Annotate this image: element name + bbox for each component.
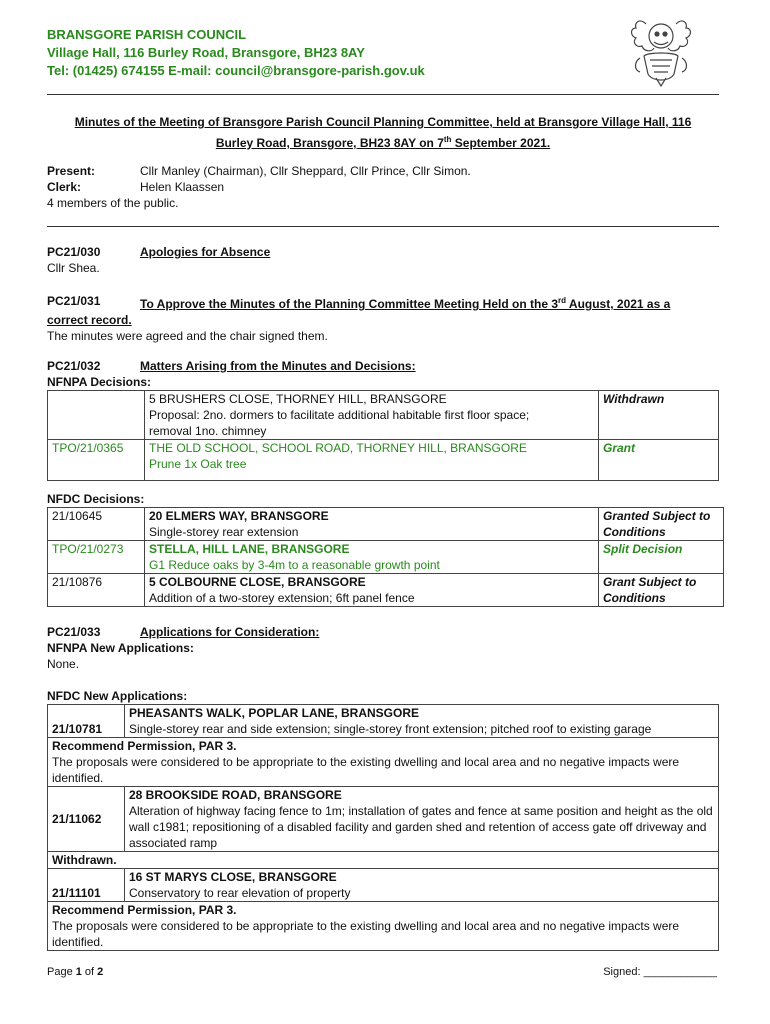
item-body: The minutes were agreed and the chair signed them.	[47, 329, 328, 343]
public-count: 4 members of the public.	[47, 196, 179, 210]
attendance-divider	[47, 226, 719, 227]
nfdc-new-table	[47, 704, 719, 951]
title-line-1: Minutes of the Meeting of Bransgore Parish Council Planning Committee, held at Bransgore Village Hall, 116	[74, 115, 692, 129]
detail: removal 1no. chimney	[149, 424, 267, 438]
decision-cell: Split Decision	[599, 541, 724, 574]
detail-cell	[125, 787, 719, 852]
table-row	[48, 508, 724, 541]
decision-cell: Granted Subject to Conditions	[599, 508, 724, 541]
table-row	[48, 391, 719, 440]
detail: Proposal: 2no. dormers to facilitate additional habitable first floor space;	[149, 408, 530, 422]
clerk-value: Helen Klaassen	[140, 180, 225, 194]
minutes-title	[47, 114, 719, 152]
header-divider	[47, 94, 719, 95]
address: PHEASANTS WALK, POPLAR LANE, BRANSGORE	[129, 706, 420, 720]
council-contact: Tel: (01425) 674155 E-mail: council@bransgore-parish.gov.uk	[47, 63, 425, 78]
nfnpa-decisions-label: NFNPA Decisions:	[47, 375, 152, 389]
council-name: BRANSGORE PARISH COUNCIL	[47, 27, 247, 42]
decision-cell: Withdrawn	[599, 391, 719, 440]
item-pc21-033	[47, 624, 719, 672]
ref-cell: 21/11062	[48, 787, 125, 852]
address: 5 BRUSHERS CLOSE, THORNEY HILL, BRANSGORE	[149, 392, 447, 406]
ref-cell: 21/10876	[48, 574, 145, 607]
item-code: PC21/033	[47, 625, 101, 639]
decision-cell: Grant	[599, 440, 719, 481]
council-address: Village Hall, 116 Burley Road, Bransgore, BH23 8AY	[47, 45, 365, 60]
nfnpa-new-label: NFNPA New Applications:	[47, 641, 194, 655]
signature-line: Signed: ____________	[603, 966, 717, 978]
table-row	[48, 574, 724, 607]
page-number: Page 1 of 2	[47, 966, 104, 978]
ref-cell: 21/10781	[48, 705, 125, 738]
detail: Single-storey rear and side extension; single-storey front extension; pitched roof to existing garage	[129, 722, 652, 736]
title-line-2: Burley Road, Bransgore, BH23 8AY on 7th September 2021.	[215, 135, 551, 150]
address: STELLA, HILL LANE, BRANSGORE	[149, 542, 350, 556]
nfdc-decisions	[47, 491, 719, 607]
detail: G1 Reduce oaks by 3-4m to a reasonable growth point	[149, 558, 440, 572]
address: 20 ELMERS WAY, BRANSGORE	[149, 509, 329, 523]
item-code: PC21/032	[47, 359, 101, 373]
table-row	[48, 738, 719, 787]
table-row	[48, 852, 719, 869]
page-footer	[47, 966, 717, 978]
nfdc-new-label: NFDC New Applications:	[47, 689, 188, 703]
item-pc21-032	[47, 358, 719, 481]
nfnpa-new-body: None.	[47, 657, 80, 671]
detail-cell	[125, 705, 719, 738]
present-value: Cllr Manley (Chairman), Cllr Sheppard, Cllr Prince, Cllr Simon.	[140, 164, 471, 178]
address: 28 BROOKSIDE ROAD, BRANSGORE	[129, 788, 342, 802]
ref-cell: 21/11101	[48, 869, 125, 902]
recommendation-cell: Recommend Permission, PAR 3. The proposals were considered to be appropriate to the existing dwelling and local area and no negative impacts were identified.	[48, 738, 719, 787]
letterhead	[47, 26, 425, 80]
item-code: PC21/031	[47, 294, 101, 308]
nfdc-decisions-label: NFDC Decisions:	[47, 492, 145, 506]
recommendation-cell: Recommend Permission, PAR 3. The proposals were considered to be appropriate to the existing dwelling and local area and no negative impacts were identified.	[48, 902, 719, 951]
nfdc-new-applications	[47, 688, 719, 951]
detail-cell	[145, 440, 599, 481]
recommendation-cell: Withdrawn.	[48, 852, 719, 869]
detail: Addition of a two-storey extension; 6ft panel fence	[149, 591, 415, 605]
address: 16 ST MARYS CLOSE, BRANSGORE	[129, 870, 337, 884]
detail-cell	[145, 391, 599, 440]
clerk-label: Clerk:	[47, 180, 82, 194]
detail-cell	[125, 869, 719, 902]
table-row	[48, 902, 719, 951]
item-pc21-031	[47, 293, 719, 344]
parish-crest-icon	[626, 14, 696, 88]
item-title: Applications for Consideration:	[140, 625, 320, 639]
nfnpa-decisions-table	[47, 390, 719, 481]
detail: Conservatory to rear elevation of property	[129, 886, 351, 900]
detail-cell	[145, 508, 599, 541]
item-title: Apologies for Absence	[140, 245, 271, 259]
item-title: To Approve the Minutes of the Planning Committee Meeting Held on the 3rd August, 2021 as a	[140, 296, 671, 311]
ref-cell: 21/10645	[48, 508, 145, 541]
detail: Alteration of highway facing fence to 1m; installation of gates and fence at same position and height as the old wall c1981; repositioning of a disabled facility and garden shed and retention of access gate off driveway and associated ramp	[129, 804, 713, 850]
address: THE OLD SCHOOL, SCHOOL ROAD, THORNEY HILL, BRANSGORE	[149, 441, 527, 455]
item-pc21-030	[47, 244, 719, 276]
item-body: Cllr Shea.	[47, 261, 100, 275]
ref-cell	[48, 391, 145, 440]
attendance	[47, 163, 719, 211]
table-row	[48, 787, 719, 852]
nfdc-decisions-table	[47, 507, 724, 607]
ref-cell: TPO/21/0273	[48, 541, 145, 574]
detail-cell	[145, 541, 599, 574]
detail: Single-storey rear extension	[149, 525, 299, 539]
detail: Prune 1x Oak tree	[149, 457, 247, 471]
table-row	[48, 869, 719, 902]
table-row	[48, 541, 724, 574]
present-label: Present:	[47, 164, 96, 178]
item-title: Matters Arising from the Minutes and Decisions:	[140, 359, 416, 373]
table-row	[48, 440, 719, 481]
ref-cell: TPO/21/0365	[48, 440, 145, 481]
item-code: PC21/030	[47, 245, 101, 259]
detail-cell	[145, 574, 599, 607]
address: 5 COLBOURNE CLOSE, BRANSGORE	[149, 575, 366, 589]
item-title-cont: correct record.	[47, 313, 132, 327]
table-row	[48, 705, 719, 738]
decision-cell: Grant Subject to Conditions	[599, 574, 724, 607]
